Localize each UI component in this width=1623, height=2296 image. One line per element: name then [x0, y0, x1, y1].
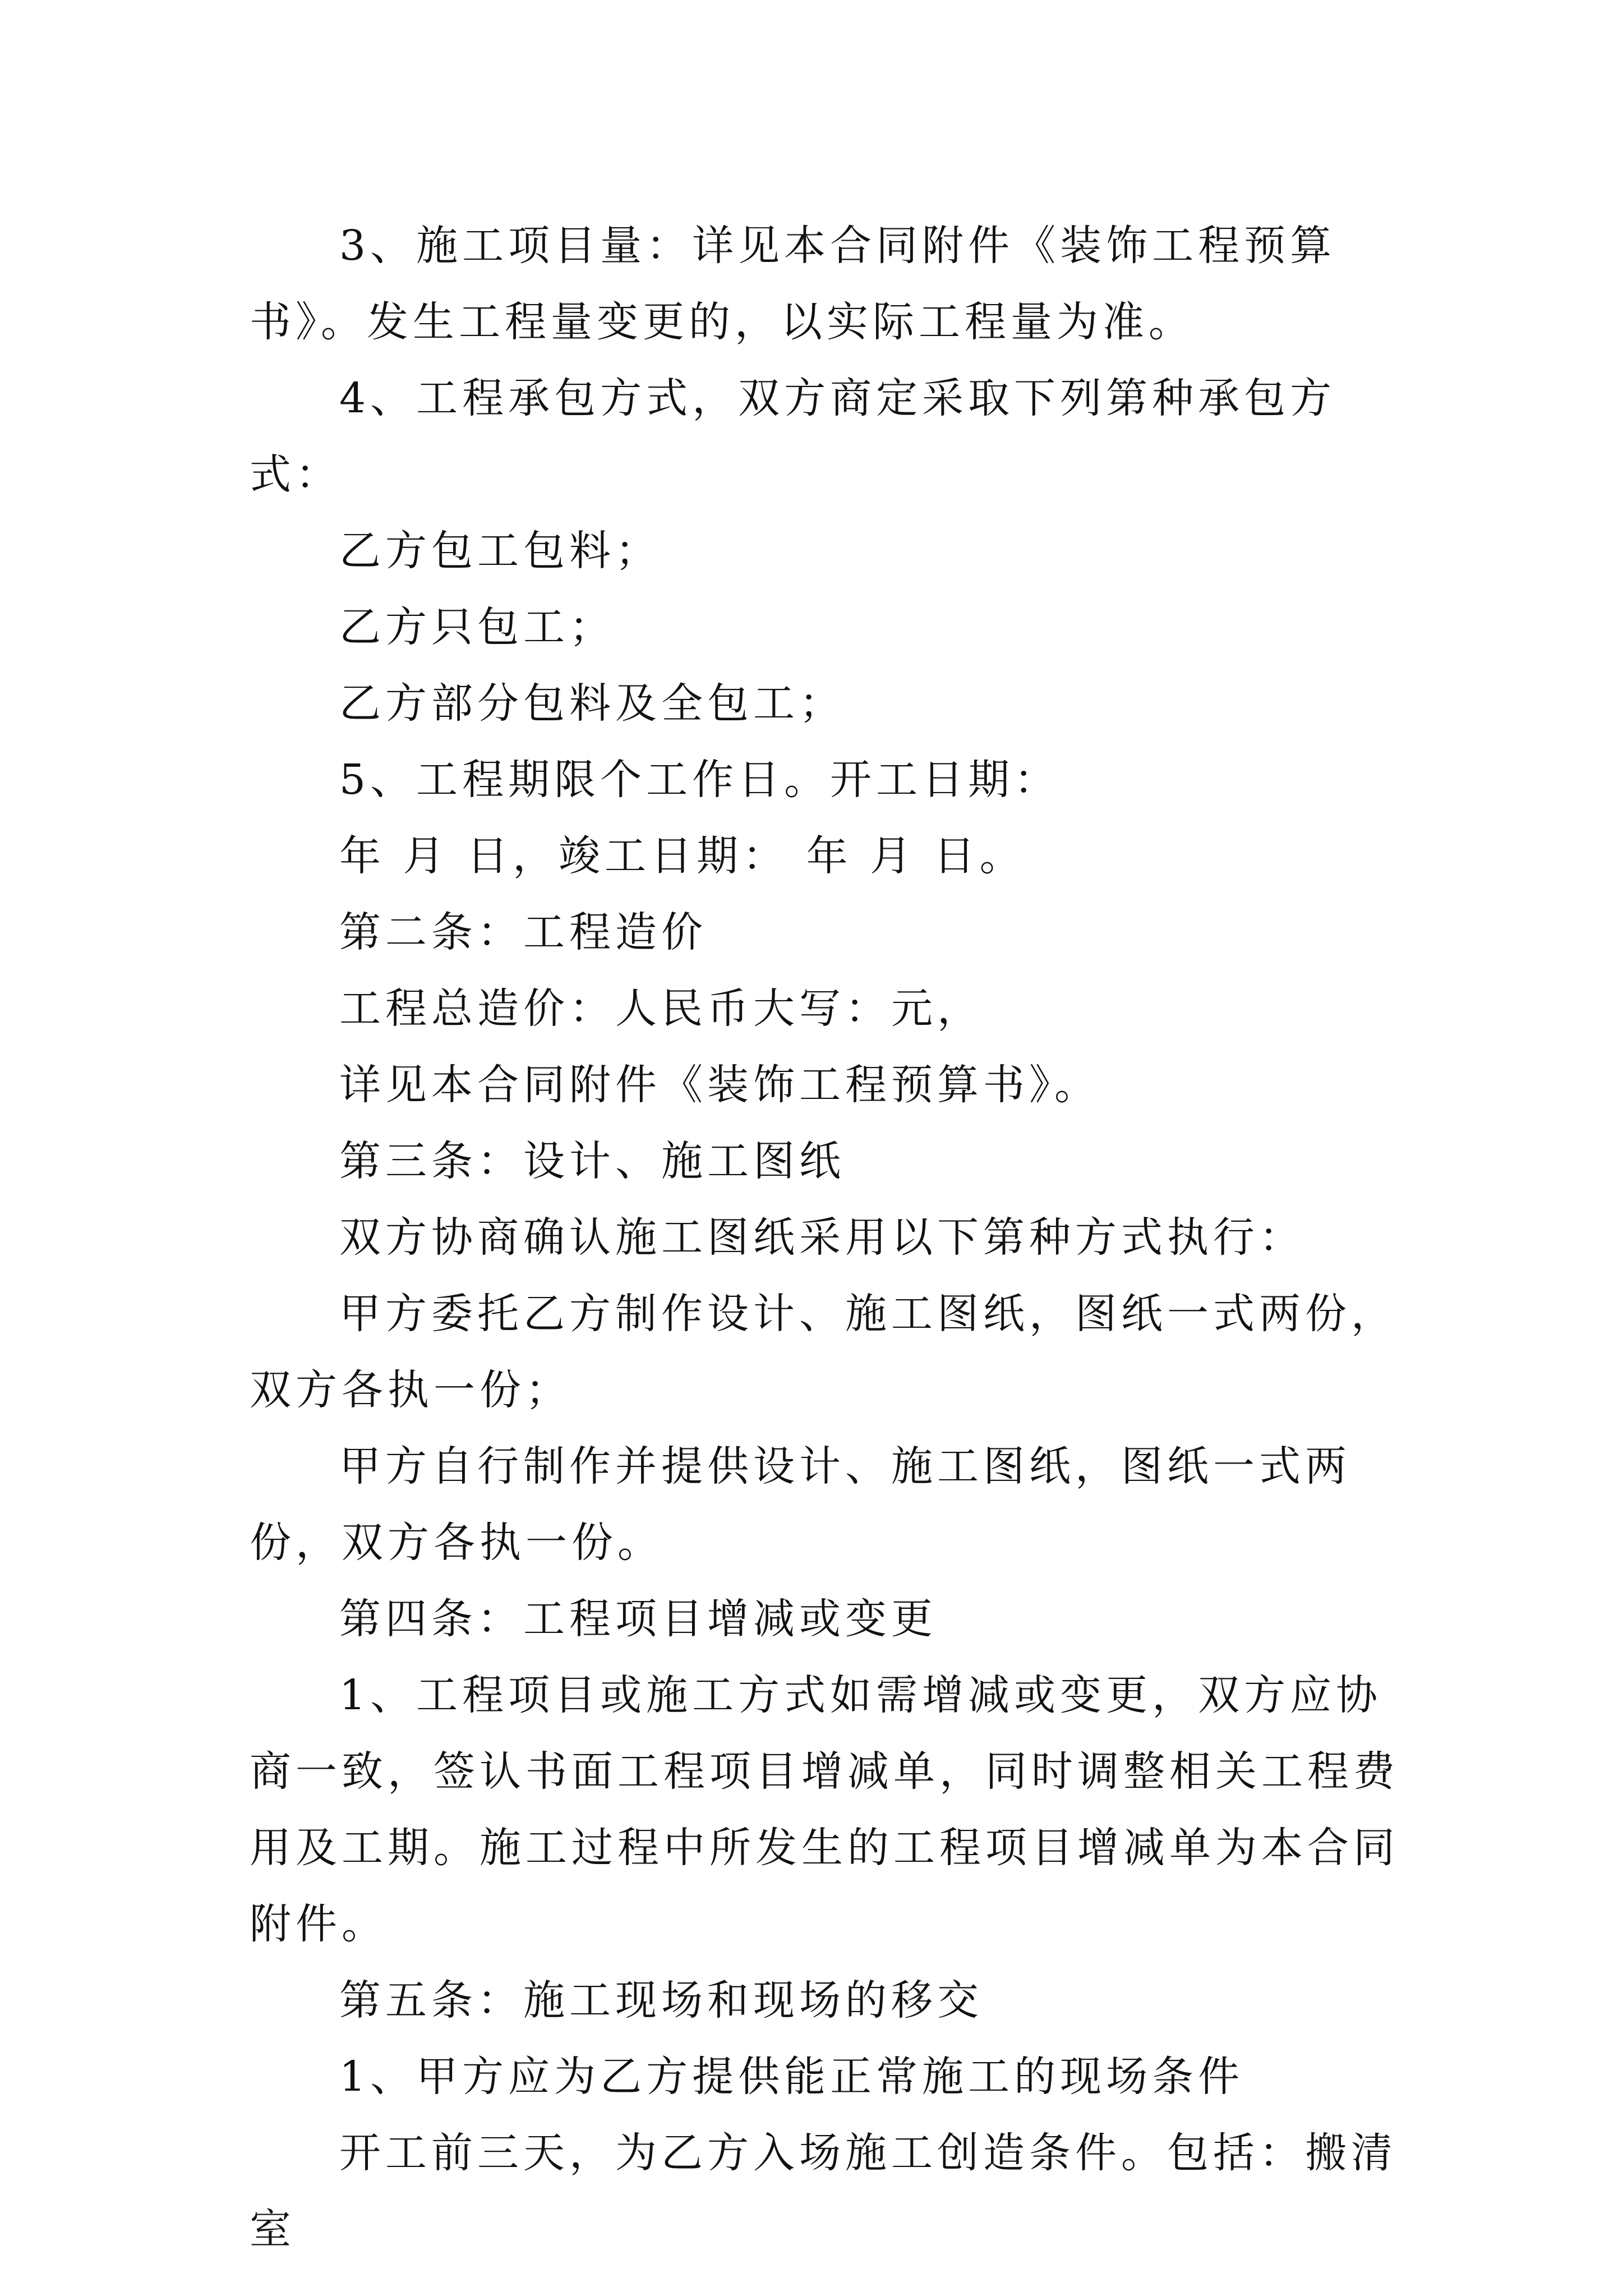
paragraph-project-changes: 1、工程项目或施工方式如需增减或变更，双方应协商一致，签认书面工程项目增减单，同时调整相关工程费用及工期。施工过程中所发生的工程项目增减单为本合同附件。	[250, 1671, 1399, 1948]
heading-article-two: 第二条：工程造价	[339, 908, 707, 956]
paragraph-construction-period: 5、工程期限个工作日。开工日期：	[339, 756, 1061, 804]
paragraph-construction-quantity: 3、施工项目量：详见本合同附件《装饰工程预算书》。发生工程量变更的，以实际工程量为准。	[250, 222, 1336, 346]
paragraph-option-labor-and-materials: 乙方包工包料；	[339, 527, 661, 575]
paragraph-option-labor-only: 乙方只包工；	[339, 603, 615, 651]
heading-article-five: 第五条：施工现场和现场的移交	[339, 1976, 983, 2024]
paragraph-budget-reference: 详见本合同附件《装饰工程预算书》。	[339, 1061, 1100, 1109]
paragraph-total-cost: 工程总造价：人民币大写：元，	[339, 984, 983, 1033]
paragraph-contracting-method: 4、工程承包方式，双方商定采取下列第种承包方式：	[250, 374, 1336, 499]
paragraph-site-conditions: 1、甲方应为乙方提供能正常施工的现场条件	[339, 2053, 1244, 2101]
paragraph-drawing-method: 双方协商确认施工图纸采用以下第种方式执行：	[339, 1213, 1305, 1262]
paragraph-completion-date: 年 月 日，竣工日期： 年 月 日。	[339, 832, 1026, 880]
paragraph-option-partial-materials: 乙方部分包料及全包工；	[339, 679, 845, 728]
paragraph-pre-construction: 开工前三天，为乙方入场施工创造条件。包括：搬清室	[250, 2129, 1397, 2253]
paragraph-drawing-option-one: 甲方委托乙方制作设计、施工图纸，图纸一式两份，双方各执一份；	[250, 1290, 1397, 1414]
document-body	[250, 208, 1405, 2267]
heading-article-four: 第四条：工程项目增减或变更	[339, 1595, 937, 1643]
heading-article-three: 第三条：设计、施工图纸	[339, 1137, 845, 1185]
paragraph-drawing-option-two: 甲方自行制作并提供设计、施工图纸，图纸一式两份，双方各执一份。	[250, 1442, 1351, 1567]
